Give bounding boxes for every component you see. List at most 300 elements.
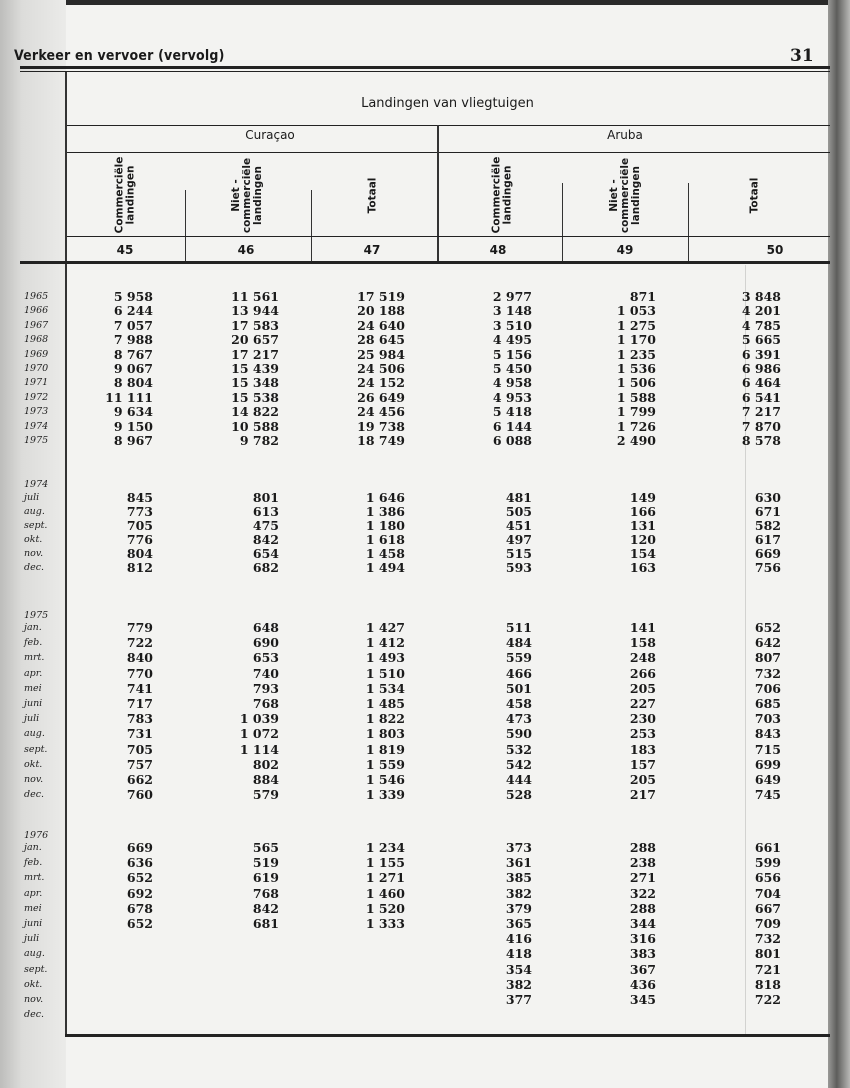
table-cell: 1 339: [365, 787, 405, 803]
table-cell: 648: [252, 620, 279, 635]
column-number: 47: [363, 243, 381, 257]
table-cell: 653: [252, 650, 279, 666]
period-year-label: 1974: [24, 479, 49, 490]
table-cell: 745: [754, 787, 781, 803]
table-cell: 649: [754, 772, 781, 787]
table-cell: 654: [252, 546, 279, 561]
group-divider: [437, 125, 439, 263]
table-cell: 682: [252, 560, 279, 575]
row-label: sept.: [24, 743, 48, 755]
table-cell: 1 494: [365, 560, 405, 575]
table-cell: 8 967: [113, 433, 153, 448]
table-cell: 141: [629, 620, 656, 635]
table-cell: 690: [252, 635, 279, 651]
table-cell: 367: [629, 961, 656, 977]
row-label: dec.: [24, 789, 45, 801]
table-cell: 154: [629, 546, 656, 561]
column-divider: [311, 190, 312, 263]
table-cell: 722: [126, 635, 153, 651]
table-cell: 776: [126, 532, 153, 547]
table-cell: 481: [505, 490, 532, 505]
table-cell: 1 271: [365, 870, 405, 886]
table-cell: 163: [629, 560, 656, 575]
table-cell: 842: [252, 900, 279, 916]
table-cell: 722: [754, 992, 781, 1007]
table-cell: 248: [629, 650, 656, 666]
table-cell: 24 152: [357, 375, 405, 391]
table-cell: 773: [126, 504, 153, 519]
table-cell: 149: [629, 490, 656, 505]
table-cell: 15 348: [231, 375, 279, 391]
row-label: juni: [24, 698, 43, 709]
table-cell: 1 799: [616, 404, 656, 420]
row-label: okt.: [24, 534, 43, 545]
table-cell: 18 749: [357, 433, 405, 448]
row-label: 1970: [24, 363, 49, 374]
table-cell: 458: [505, 696, 532, 711]
table-cell: 6 244: [113, 303, 153, 319]
table-cell: 1 546: [365, 772, 405, 787]
table-cell: 183: [629, 741, 656, 757]
table-cell: 1 819: [365, 741, 405, 757]
table-cell: 3 510: [492, 317, 532, 333]
page-number: 31: [790, 46, 814, 66]
table-cell: 354: [505, 961, 532, 977]
table-cell: 15 439: [231, 361, 279, 376]
table-cell: 10 588: [231, 418, 279, 434]
table-cell: 1 506: [616, 375, 656, 391]
table-cell: 466: [505, 665, 532, 681]
table-cell: 5 665: [741, 332, 781, 348]
column-number: 50: [766, 243, 784, 257]
table-cell: 8 804: [113, 375, 153, 391]
table-cell: 768: [252, 696, 279, 711]
table-cell: 20 657: [231, 332, 279, 348]
table-cell: 8 767: [113, 346, 153, 362]
table-cell: 519: [252, 855, 279, 871]
column-number: 48: [489, 243, 507, 257]
table-cell: 15 538: [231, 389, 279, 405]
table-cell: 5 418: [492, 404, 532, 420]
table-cell: 238: [629, 855, 656, 871]
table-cell: 1 510: [365, 665, 405, 681]
row-label: mrt.: [24, 872, 45, 884]
table-cell: 717: [126, 696, 153, 711]
table-cell: 418: [505, 946, 532, 962]
table-cell: 715: [754, 741, 781, 757]
table-cell: 779: [126, 620, 153, 635]
table-cell: 158: [629, 635, 656, 651]
row-label: 1966: [24, 305, 49, 317]
table-cell: 2 490: [616, 433, 656, 448]
table-cell: 705: [126, 741, 153, 757]
column-divider: [562, 183, 563, 263]
table-cell: 652: [126, 916, 153, 931]
table-cell: 217: [629, 787, 656, 803]
table-cell: 515: [505, 546, 532, 561]
table-cell: 205: [629, 772, 656, 787]
table-cell: 818: [754, 976, 781, 992]
table-cell: 636: [126, 855, 153, 871]
table-cell: 5 958: [113, 289, 153, 304]
column-header-total-curacao: Totaal: [366, 177, 379, 213]
book-gutter: [828, 0, 850, 1088]
table-cell: 436: [629, 976, 656, 992]
table-cell: 131: [629, 518, 656, 533]
table-cell: 1 493: [365, 650, 405, 666]
row-label: aug.: [24, 948, 45, 960]
table-cell: 1 039: [239, 711, 279, 727]
table-cell: 1 534: [365, 680, 405, 696]
table-cell: 6 088: [492, 433, 532, 448]
table-left-border: [65, 72, 67, 1037]
table-cell: 157: [629, 756, 656, 772]
table-cell: 19 738: [357, 418, 405, 434]
table-cell: 656: [754, 870, 781, 886]
column-number: 46: [237, 243, 255, 257]
table-cell: 804: [126, 546, 153, 561]
table-cell: 344: [629, 916, 656, 931]
table-cell: 9 067: [113, 361, 153, 376]
row-label: feb.: [24, 857, 43, 869]
table-cell: 801: [754, 946, 781, 962]
table-cell: 709: [754, 916, 781, 931]
table-cell: 579: [252, 787, 279, 803]
table-cell: 732: [754, 931, 781, 947]
table-cell: 840: [126, 650, 153, 666]
table-title: Landingen van vliegtuigen: [361, 96, 534, 111]
table-cell: 6 986: [741, 361, 781, 376]
table-cell: 871: [629, 289, 656, 304]
header-bottom-rule: [20, 261, 830, 264]
table-cell: 1 275: [616, 317, 656, 333]
table-cell: 843: [754, 726, 781, 742]
row-label: 1973: [24, 406, 49, 418]
table-cell: 1 155: [365, 855, 405, 871]
table-cell: 205: [629, 680, 656, 696]
table-cell: 288: [629, 840, 656, 855]
table-cell: 505: [505, 504, 532, 519]
table-cell: 783: [126, 711, 153, 727]
table-cell: 619: [252, 870, 279, 886]
table-cell: 756: [754, 560, 781, 575]
table-cell: 565: [252, 840, 279, 855]
table-cell: 385: [505, 870, 532, 886]
table-cell: 11 561: [231, 289, 279, 304]
table-cell: 532: [505, 741, 532, 757]
table-cell: 1 559: [365, 756, 405, 772]
table-cell: 1 726: [616, 418, 656, 434]
table-cell: 692: [126, 885, 153, 901]
table-cell: 24 506: [357, 361, 405, 376]
row-label: 1971: [24, 377, 49, 389]
table-cell: 17 519: [357, 289, 405, 304]
row-label: okt.: [24, 978, 43, 990]
row-label: juli: [24, 713, 40, 725]
table-cell: 807: [754, 650, 781, 666]
table-cell: 383: [629, 946, 656, 962]
group-rule: [67, 152, 830, 153]
table-cell: 9 634: [113, 404, 153, 420]
table-cell: 1 234: [365, 840, 405, 855]
table-cell: 685: [754, 696, 781, 711]
table-cell: 26 649: [357, 389, 405, 405]
table-cell: 590: [505, 726, 532, 742]
row-label: 1969: [24, 348, 49, 360]
table-cell: 5 156: [492, 346, 532, 362]
row-label: nov.: [24, 994, 44, 1005]
page-left-margin: [0, 0, 22, 1088]
table-cell: 613: [252, 504, 279, 519]
table-cell: 316: [629, 931, 656, 947]
row-label: apr.: [24, 887, 43, 899]
row-label: nov.: [24, 548, 44, 559]
table-cell: 288: [629, 900, 656, 916]
group-curacao: Curaçao: [245, 128, 295, 142]
table-cell: 4 785: [741, 317, 781, 333]
row-label: 1974: [24, 420, 49, 432]
row-label: mei: [24, 682, 42, 694]
table-cell: 661: [754, 840, 781, 855]
row-label: aug.: [24, 728, 45, 740]
table-cell: 1 170: [616, 332, 656, 348]
table-cell: 757: [126, 756, 153, 772]
table-cell: 227: [629, 696, 656, 711]
table-cell: 731: [126, 726, 153, 742]
table-cell: 732: [754, 665, 781, 681]
table-cell: 473: [505, 711, 532, 727]
section-title: Verkeer en vervoer (vervolg): [14, 48, 225, 64]
table-cell: 802: [252, 756, 279, 772]
table-cell: 1 386: [365, 504, 405, 519]
table-cell: 451: [505, 518, 532, 533]
table-cell: 1 235: [616, 346, 656, 362]
table-cell: 760: [126, 787, 153, 803]
table-cell: 542: [505, 756, 532, 772]
row-label: juni: [24, 918, 43, 929]
table-cell: 681: [252, 916, 279, 931]
row-label: juli: [24, 933, 40, 945]
table-cell: 1 180: [365, 518, 405, 533]
table-bottom-rule: [65, 1034, 830, 1037]
table-cell: 652: [126, 870, 153, 886]
column-number: 49: [616, 243, 634, 257]
column-divider: [185, 190, 186, 263]
row-label: juli: [24, 492, 40, 503]
table-cell: 1 618: [365, 532, 405, 547]
table-cell: 373: [505, 840, 532, 855]
table-cell: 1 460: [365, 885, 405, 901]
table-cell: 1 458: [365, 546, 405, 561]
row-label: feb.: [24, 637, 43, 649]
row-label: dec.: [24, 562, 45, 573]
table-cell: 271: [629, 870, 656, 886]
table-cell: 793: [252, 680, 279, 696]
row-label: jan.: [24, 622, 42, 633]
table-cell: 13 944: [231, 303, 279, 319]
table-cell: 1 072: [239, 726, 279, 742]
table-cell: 382: [505, 885, 532, 901]
row-label: 1965: [24, 291, 49, 302]
table-cell: 3 848: [741, 289, 781, 304]
row-label: sept.: [24, 963, 48, 975]
table-cell: 24 456: [357, 404, 405, 420]
group-aruba: Aruba: [607, 128, 643, 142]
table-cell: 699: [754, 756, 781, 772]
table-cell: 528: [505, 787, 532, 803]
table-cell: 497: [505, 532, 532, 547]
table-cell: 253: [629, 726, 656, 742]
table-cell: 7 870: [741, 418, 781, 434]
top-rule: [20, 66, 830, 69]
row-label: apr.: [24, 667, 43, 679]
table-cell: 4 953: [492, 389, 532, 405]
table-cell: 17 217: [231, 346, 279, 362]
table-cell: 7 217: [741, 404, 781, 420]
table-cell: 801: [252, 490, 279, 505]
scan-top-edge: [0, 0, 850, 5]
row-label: 1972: [24, 391, 49, 403]
table-cell: 705: [126, 518, 153, 533]
table-cell: 7 057: [113, 317, 153, 333]
row-label: nov.: [24, 774, 44, 785]
column-number: 45: [116, 243, 134, 257]
table-cell: 704: [754, 885, 781, 901]
table-cell: 4 958: [492, 375, 532, 391]
column-header-commercial-aruba: Commerciële landingen: [490, 156, 513, 234]
table-cell: 662: [126, 772, 153, 787]
table-cell: 6 464: [741, 375, 781, 391]
table-cell: 706: [754, 680, 781, 696]
table-cell: 582: [754, 518, 781, 533]
table-cell: 6 541: [741, 389, 781, 405]
table-cell: 741: [126, 680, 153, 696]
table-cell: 25 984: [357, 346, 405, 362]
table-cell: 669: [754, 546, 781, 561]
table-cell: 1 485: [365, 696, 405, 711]
table-cell: 17 583: [231, 317, 279, 333]
table-cell: 361: [505, 855, 532, 871]
row-label: sept.: [24, 520, 48, 531]
table-cell: 11 111: [105, 389, 153, 405]
table-cell: 5 450: [492, 361, 532, 376]
table-cell: 266: [629, 665, 656, 681]
column-header-commercial-curacao: Commerciële landingen: [113, 156, 136, 234]
table-cell: 630: [754, 490, 781, 505]
column-header-total-aruba: Totaal: [748, 177, 761, 213]
table-cell: 7 988: [113, 332, 153, 348]
column-number-rule: [67, 236, 830, 237]
row-label: 1967: [24, 319, 49, 331]
table-cell: 444: [505, 772, 532, 787]
table-cell: 812: [126, 560, 153, 575]
table-cell: 3 148: [492, 303, 532, 319]
table-cell: 1 114: [239, 741, 279, 757]
table-cell: 678: [126, 900, 153, 916]
table-cell: 667: [754, 900, 781, 916]
table-cell: 230: [629, 711, 656, 727]
row-label: 1975: [24, 435, 49, 446]
table-cell: 1 646: [365, 490, 405, 505]
table-cell: 14 822: [231, 404, 279, 420]
table-cell: 593: [505, 560, 532, 575]
table-cell: 4 495: [492, 332, 532, 348]
row-label: dec.: [24, 1009, 45, 1021]
table-cell: 475: [252, 518, 279, 533]
column-header-noncommercial-aruba: Niet - commerciële landingen: [608, 157, 643, 233]
table-cell: 1 053: [616, 303, 656, 319]
table-cell: 166: [629, 504, 656, 519]
row-label: jan.: [24, 842, 42, 853]
table-cell: 501: [505, 680, 532, 696]
top-rule-thin: [20, 71, 830, 72]
table-cell: 559: [505, 650, 532, 666]
table-cell: 770: [126, 665, 153, 681]
table-cell: 484: [505, 635, 532, 651]
table-cell: 120: [629, 532, 656, 547]
table-cell: 416: [505, 931, 532, 947]
row-label: mei: [24, 902, 42, 914]
table-cell: 617: [754, 532, 781, 547]
table-cell: 1 333: [365, 916, 405, 931]
period-year-label: 1976: [24, 830, 49, 841]
table-cell: 703: [754, 711, 781, 727]
table-cell: 379: [505, 900, 532, 916]
table-cell: 842: [252, 532, 279, 547]
table-cell: 382: [505, 976, 532, 992]
table-cell: 6 391: [741, 346, 781, 362]
table-cell: 24 640: [357, 317, 405, 333]
table-cell: 1 588: [616, 389, 656, 405]
row-label: mrt.: [24, 652, 45, 664]
column-divider: [688, 183, 689, 263]
table-cell: 345: [629, 992, 656, 1007]
table-cell: 28 645: [357, 332, 405, 348]
table-cell: 721: [754, 961, 781, 977]
table-cell: 6 144: [492, 418, 532, 434]
table-cell: 1 412: [365, 635, 405, 651]
row-label: 1968: [24, 334, 49, 346]
table-cell: 4 201: [741, 303, 781, 319]
table-cell: 377: [505, 992, 532, 1007]
table-cell: 652: [754, 620, 781, 635]
table-cell: 1 822: [365, 711, 405, 727]
table-cell: 20 188: [357, 303, 405, 319]
table-cell: 8 578: [741, 433, 781, 448]
table-cell: 1 536: [616, 361, 656, 376]
table-cell: 740: [252, 665, 279, 681]
column-header-noncommercial-curacao: Niet - commerciële landingen: [230, 157, 265, 233]
table-cell: 669: [126, 840, 153, 855]
table-cell: 1 427: [365, 620, 405, 635]
table-cell: 884: [252, 772, 279, 787]
table-cell: 9 150: [113, 418, 153, 434]
period-year-label: 1975: [24, 610, 49, 621]
table-cell: 768: [252, 885, 279, 901]
table-cell: 599: [754, 855, 781, 871]
table-cell: 511: [505, 620, 532, 635]
table-cell: 2 977: [492, 289, 532, 304]
header-rule: [67, 125, 830, 126]
table-cell: 845: [126, 490, 153, 505]
table-cell: 671: [754, 504, 781, 519]
table-cell: 322: [629, 885, 656, 901]
table-cell: 1 520: [365, 900, 405, 916]
table-cell: 365: [505, 916, 532, 931]
row-label: aug.: [24, 506, 45, 517]
table-cell: 9 782: [239, 433, 279, 448]
row-label: okt.: [24, 758, 43, 770]
